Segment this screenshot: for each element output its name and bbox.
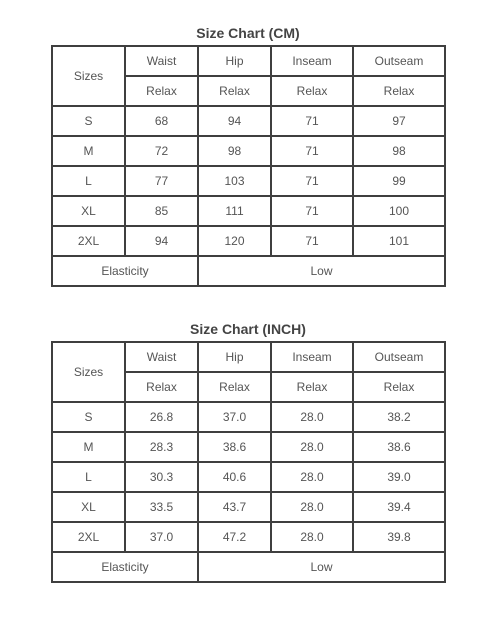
value-cell: 28.0: [271, 462, 353, 492]
size-chart-inch-table: [51, 341, 446, 583]
value-cell: 71: [271, 106, 353, 136]
size-chart-cm-table: [51, 45, 446, 287]
value-cell: 71: [271, 166, 353, 196]
value-cell: 28.0: [271, 402, 353, 432]
elasticity-row: [52, 256, 445, 286]
value-cell: 72: [125, 136, 198, 166]
table-row: [52, 196, 445, 226]
value-cell: 98: [198, 136, 271, 166]
value-cell: 40.6: [198, 462, 271, 492]
value-cell: 38.6: [198, 432, 271, 462]
value-cell: 71: [271, 196, 353, 226]
value-cell: 39.8: [353, 522, 445, 552]
size-cell: 2XL: [52, 226, 125, 256]
value-cell: 33.5: [125, 492, 198, 522]
size-cell: L: [52, 166, 125, 196]
column-header-outseam: Outseam: [353, 342, 445, 372]
value-cell: 26.8: [125, 402, 198, 432]
table-row: [52, 402, 445, 432]
table-row: [52, 432, 445, 462]
value-cell: 71: [271, 226, 353, 256]
value-cell: 98: [353, 136, 445, 166]
subheader-cell: Relax: [125, 372, 198, 402]
value-cell: 47.2: [198, 522, 271, 552]
size-cell: S: [52, 402, 125, 432]
value-cell: 38.6: [353, 432, 445, 462]
value-cell: 38.2: [353, 402, 445, 432]
elasticity-value: Low: [198, 552, 445, 582]
column-header-hip: Hip: [198, 46, 271, 76]
value-cell: 100: [353, 196, 445, 226]
table-row: [52, 522, 445, 552]
value-cell: 39.4: [353, 492, 445, 522]
size-cell: L: [52, 462, 125, 492]
value-cell: 71: [271, 136, 353, 166]
column-header-inseam: Inseam: [271, 46, 353, 76]
subheader-cell: Relax: [271, 372, 353, 402]
table-row: [52, 106, 445, 136]
value-cell: 28.0: [271, 492, 353, 522]
value-cell: 37.0: [198, 402, 271, 432]
subheader-cell: Relax: [271, 76, 353, 106]
size-cell: M: [52, 136, 125, 166]
table-row: [52, 136, 445, 166]
column-header-waist: Waist: [125, 342, 198, 372]
value-cell: 28.3: [125, 432, 198, 462]
elasticity-label: Elasticity: [52, 256, 198, 286]
value-cell: 120: [198, 226, 271, 256]
size-cell: XL: [52, 196, 125, 226]
value-cell: 94: [125, 226, 198, 256]
value-cell: 39.0: [353, 462, 445, 492]
value-cell: 68: [125, 106, 198, 136]
value-cell: 77: [125, 166, 198, 196]
size-chart-cm-title: Size Chart (CM): [196, 25, 300, 41]
value-cell: 103: [198, 166, 271, 196]
size-chart-inch-title: Size Chart (INCH): [190, 321, 306, 337]
subheader-cell: Relax: [198, 76, 271, 106]
size-cell: M: [52, 432, 125, 462]
value-cell: 97: [353, 106, 445, 136]
elasticity-label: Elasticity: [52, 552, 198, 582]
elasticity-row: [52, 552, 445, 582]
size-cell: XL: [52, 492, 125, 522]
value-cell: 37.0: [125, 522, 198, 552]
size-cell: S: [52, 106, 125, 136]
sizes-header: Sizes: [52, 342, 125, 402]
subheader-cell: Relax: [353, 76, 445, 106]
column-header-inseam: Inseam: [271, 342, 353, 372]
sizes-header: Sizes: [52, 46, 125, 106]
elasticity-value: Low: [198, 256, 445, 286]
value-cell: 99: [353, 166, 445, 196]
table-row: [52, 462, 445, 492]
value-cell: 30.3: [125, 462, 198, 492]
table-row: [52, 166, 445, 196]
value-cell: 111: [198, 196, 271, 226]
value-cell: 43.7: [198, 492, 271, 522]
column-header-hip: Hip: [198, 342, 271, 372]
value-cell: 94: [198, 106, 271, 136]
size-cell: 2XL: [52, 522, 125, 552]
value-cell: 85: [125, 196, 198, 226]
header-row: [52, 46, 445, 76]
value-cell: 28.0: [271, 522, 353, 552]
header-row: [52, 342, 445, 372]
subheader-cell: Relax: [353, 372, 445, 402]
value-cell: 28.0: [271, 432, 353, 462]
table-row: [52, 492, 445, 522]
subheader-cell: Relax: [198, 372, 271, 402]
table-row: [52, 226, 445, 256]
value-cell: 101: [353, 226, 445, 256]
column-header-outseam: Outseam: [353, 46, 445, 76]
subheader-cell: Relax: [125, 76, 198, 106]
column-header-waist: Waist: [125, 46, 198, 76]
